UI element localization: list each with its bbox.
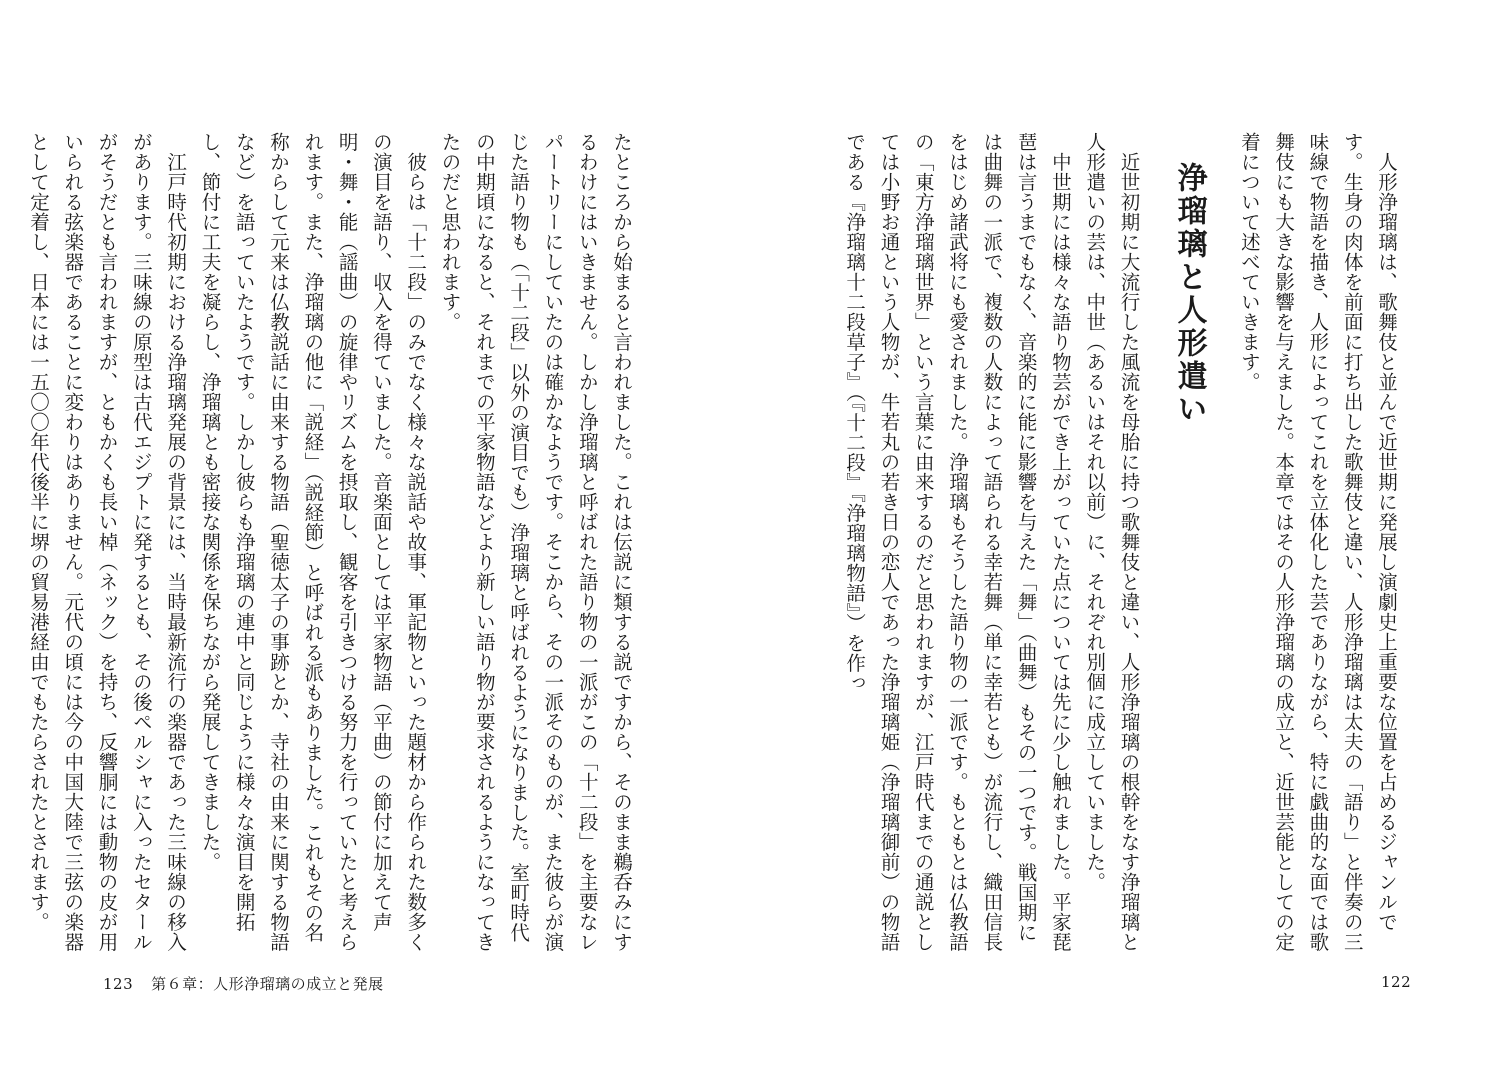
left-page-footer — [103, 973, 384, 994]
running-head-chapter-title: 第６章：人形浄瑠璃の成立と発展 — [151, 975, 384, 993]
page-number: 122 — [1381, 973, 1412, 991]
paragraph: たところから始まると言われました。これは伝説に類する説ですから、そのまま鵜呑みにするわけにはいきません。しかし浄瑠璃と呼ばれた語り物の一派がこの「十二段」を主要なレパートリーにしていたのは確かなようです。そこから、その一派そのものが、また彼らが演じた語り物も（「十二段」以外の演目でも）浄瑠璃と呼ばれるようになりました。室町時代の中期頃になると、それまでの平家物語などより新しい語り物が要求されるようになってきたのだと思われます。 — [438, 132, 633, 952]
section-heading: 浄瑠璃と人形遣い — [1171, 162, 1207, 426]
paragraph: 近世初期に大流行した風流を母胎に持つ歌舞伎と違い、人形浄瑠璃の根幹をなす浄瑠璃と人形遣いの芸は、中世（あるいはそれ以前）に、それぞれ別個に成立していました。 — [1083, 132, 1141, 952]
paragraph: 人形浄瑠璃は、歌舞伎と並んで近世期に発展し演劇史上重要な位置を占めるジャンルです。生身の肉体を前面に打ち出した歌舞伎と違い、人形浄瑠璃は太夫の「語り」と伴奏の三味線で物語を描き、人形によってこれを立体化した芸でありながら、特に戯曲的な面では歌舞伎にも大きな影響を与えました。本章ではその人形浄瑠璃の成立と、近世芸能としての定着について述べていきます。 — [1237, 132, 1398, 952]
paragraph: 彼らは「十二段」のみでなく様々な説話や故事、軍記物といった題材から作られた数多くの演目を語り、収入を得ていました。音楽面としては平家物語（平曲）の節付に加えて声明・舞・能（謡曲）の旋律やリズムを摂取し、観客を引きつける努力を行っていたと考えられます。また、浄瑠璃の他に「説経」（説経節）と呼ばれる派もありました。これもその名称からして元来は仏教説話に由来する物語（聖徳太子の事跡とか、寺社の由来に関する物語など）を語っていたようです。しかし彼らも浄瑠璃の連中と同じように様々な演目を開拓し、節付に工夫を凝らし、浄瑠璃とも密接な関係を保ちながら発展してきました。 — [198, 132, 428, 952]
right-page — [751, 0, 1502, 1066]
paragraph: 中世期には様々な語り物芸ができ上がっていた点については先に少し触れました。平家琵琶は言うまでもなく、音楽的に能に影響を与えた「舞」（曲舞）もその一つです。戦国期には曲舞の一派で、複数の人数によって語られる幸若舞（単に幸若とも）が流行し、織田信長をはじめ諸武将にも愛されました。浄瑠璃もそうした語り物の一派です。もともとは仏教語の「東方浄瑠璃世界」という言葉に由来するのだと思われますが、江戸時代までの通説としては小野お通という人物が、牛若丸の若き日の恋人であった浄瑠璃姫（浄瑠璃御前）の物語である『浄瑠璃十二段草子』（『十二段』『浄瑠璃物語』）を作っ — [843, 132, 1072, 952]
page-number: 123 — [103, 975, 134, 993]
right-page-text — [843, 132, 1403, 952]
right-page-footer — [1381, 973, 1411, 991]
paragraph: 江戸時代初期における浄瑠璃発展の背景には、当時最新流行の楽器であった三味線の移入があります。三味線の原型は古代エジプトに発するとも、その後ペルシャに入ったセタールがそうだとも言われますが、ともかくも長い棹（ネック）を持ち、反響胴には動物の皮が用いられる弦楽器であることに変わりはありません。元代の頃には今の中国大陸で三弦の楽器として定着し、日本には一五〇〇年代後半に堺の貿易港経由でもたらされたとされます。 — [26, 132, 188, 952]
left-page-text — [26, 132, 638, 952]
